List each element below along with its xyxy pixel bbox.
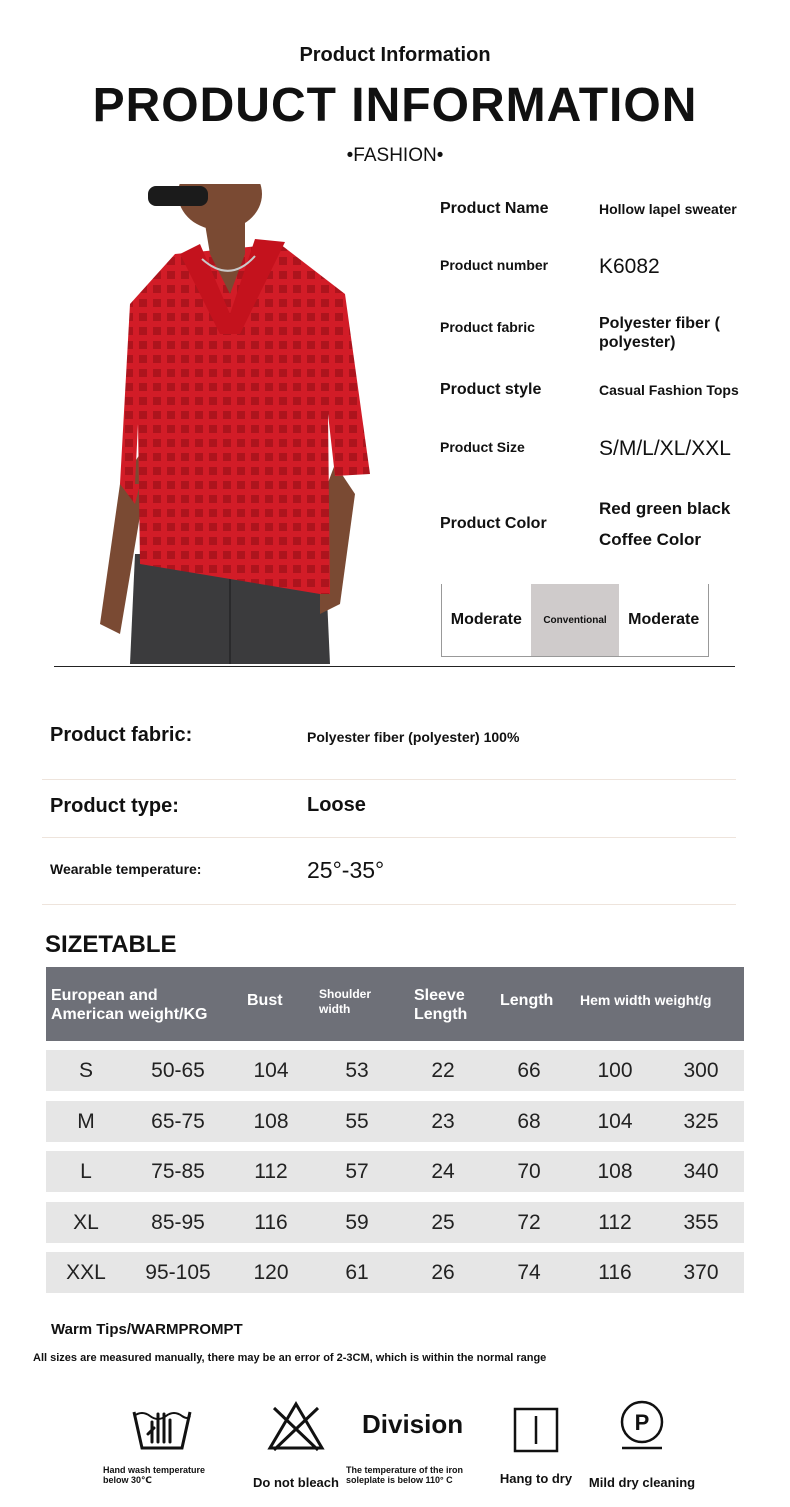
table-cell: 300	[683, 1059, 719, 1082]
table-cell: 57	[345, 1160, 369, 1184]
table-cell: 355	[683, 1210, 719, 1234]
header-bust: Bust	[247, 992, 283, 1009]
table-cell: 65-75	[151, 1109, 205, 1133]
spec-row-temperature	[42, 838, 736, 905]
table-cell: 26	[431, 1261, 455, 1285]
table-cell: 50-65	[151, 1059, 205, 1082]
spec-fabric-value: Polyester fiber (polyester) 100%	[307, 729, 520, 745]
product-color-value-line2: Coffee Color	[599, 530, 701, 549]
division-title: Division	[362, 1409, 464, 1439]
table-cell: 75-85	[151, 1160, 205, 1184]
iron-label-line2: soleplate is below 110° C	[346, 1475, 453, 1485]
header-shoulder-line1: Shoulder	[319, 987, 372, 1001]
table-cell: 104	[253, 1059, 289, 1082]
product-name-value: Hollow lapel sweater	[599, 201, 737, 217]
table-cell: S	[78, 1059, 94, 1082]
product-number-label: Product number	[440, 257, 549, 273]
size-table-header	[46, 967, 744, 1041]
table-cell: 95-105	[145, 1261, 211, 1285]
header-weight-line2: American weight/KG	[51, 1006, 208, 1023]
table-cell: 59	[345, 1210, 369, 1234]
table-row	[46, 1151, 744, 1192]
tips-text: All sizes are measured manually, there may be an error of 2-3CM, which is within the normal range	[33, 1352, 547, 1364]
svg-text:P: P	[634, 1410, 650, 1435]
section-kicker: Product Information	[299, 44, 491, 66]
product-color-value-line1: Red green black	[599, 499, 731, 518]
page-title: PRODUCT INFORMATION	[92, 79, 698, 132]
hand-wash-label-line2: below 30℃	[103, 1475, 152, 1485]
table-cell: 72	[517, 1210, 541, 1234]
spec-row-fabric	[42, 708, 736, 780]
product-size-label: Product Size	[440, 439, 525, 455]
table-row	[46, 1050, 744, 1091]
table-cell: M	[77, 1109, 95, 1133]
table-cell: 108	[253, 1109, 289, 1133]
product-style-value: Casual Fashion Tops	[599, 382, 739, 398]
header-shoulder-line2: width	[319, 1002, 351, 1016]
care-iron	[346, 1465, 486, 1485]
header-length: Length	[500, 992, 554, 1009]
hang-dry-icon	[512, 1406, 560, 1454]
sizetable-title: SIZETABLE	[45, 931, 177, 958]
spec-fabric-label: Product fabric:	[50, 724, 193, 746]
table-row	[46, 1202, 744, 1243]
table-cell: 74	[517, 1261, 541, 1285]
product-color-label: Product Color	[440, 515, 547, 532]
table-cell: XXL	[66, 1261, 106, 1285]
page-subtitle: •FASHION•	[346, 145, 444, 166]
dry-clean-icon	[617, 1398, 667, 1452]
product-photo	[80, 184, 380, 664]
hang-dry-label: Hang to dry	[499, 1471, 573, 1486]
table-cell: 116	[254, 1210, 288, 1234]
product-style-label: Product style	[440, 381, 542, 398]
table-cell: 120	[253, 1261, 289, 1285]
care-no-bleach	[246, 1398, 346, 1490]
spec-temp-value: 25°-35°	[307, 857, 385, 883]
dry-clean-label: Mild dry cleaning	[588, 1475, 696, 1490]
fit-middle-label: Conventional	[531, 584, 620, 656]
table-cell: 66	[517, 1059, 541, 1082]
table-cell: 61	[345, 1261, 369, 1285]
product-size-value: S/M/L/XL/XXL	[599, 437, 731, 460]
hand-wash-label-line1: Hand wash temperature	[103, 1465, 206, 1475]
hand-wash-icon	[130, 1398, 194, 1454]
care-hang-dry	[496, 1398, 576, 1486]
care-hand-wash	[103, 1398, 221, 1485]
section-divider	[54, 666, 735, 667]
table-cell: 340	[683, 1160, 719, 1184]
table-cell: 112	[598, 1210, 632, 1234]
product-number-value: K6082	[599, 255, 660, 278]
table-cell: 68	[517, 1109, 541, 1133]
header-sleeve-line1: Sleeve	[414, 987, 465, 1004]
spec-row-type	[42, 780, 736, 838]
fit-left-label: Moderate	[450, 611, 522, 628]
product-fabric-value-line2: polyester)	[599, 334, 676, 351]
table-cell: 370	[683, 1261, 719, 1285]
table-cell: 116	[598, 1261, 632, 1285]
table-row	[46, 1101, 744, 1142]
header-hem-weight: Hem width weight/g	[580, 992, 712, 1008]
table-cell: L	[80, 1160, 92, 1184]
product-name-label: Product Name	[440, 200, 549, 217]
table-cell: 100	[597, 1059, 633, 1082]
iron-label-line1: The temperature of the iron	[346, 1465, 464, 1475]
product-fabric-label: Product fabric	[440, 319, 535, 335]
care-dry-clean	[584, 1398, 700, 1490]
no-bleach-icon	[266, 1398, 326, 1454]
table-cell: 23	[431, 1109, 455, 1133]
fit-right-label: Moderate	[628, 611, 700, 628]
table-cell: 85-95	[151, 1210, 205, 1234]
table-cell: 325	[683, 1109, 719, 1133]
table-cell: 25	[431, 1210, 455, 1234]
spec-type-value: Loose	[307, 794, 366, 816]
size-table	[46, 967, 744, 1293]
table-cell: 104	[597, 1109, 633, 1133]
table-cell: XL	[73, 1210, 99, 1234]
size-table-body	[46, 1050, 744, 1293]
table-cell: 24	[431, 1160, 455, 1184]
tips-title: Warm Tips/WARMPROMPT	[51, 1321, 243, 1338]
table-row	[46, 1252, 744, 1293]
no-bleach-label: Do not bleach	[253, 1475, 339, 1490]
fit-indicator	[441, 584, 709, 657]
spec-temp-label: Wearable temperature:	[50, 861, 202, 877]
table-cell: 53	[345, 1059, 369, 1082]
table-cell: 22	[431, 1059, 455, 1082]
spec-type-label: Product type:	[50, 795, 179, 817]
table-cell: 108	[597, 1160, 633, 1184]
header-sleeve-line2: Length	[414, 1006, 468, 1023]
header-weight-line1: European and	[51, 987, 158, 1004]
table-cell: 55	[345, 1109, 369, 1133]
table-cell: 70	[517, 1160, 541, 1184]
table-cell: 112	[254, 1160, 288, 1184]
product-fabric-value-line1: Polyester fiber (	[599, 315, 720, 332]
